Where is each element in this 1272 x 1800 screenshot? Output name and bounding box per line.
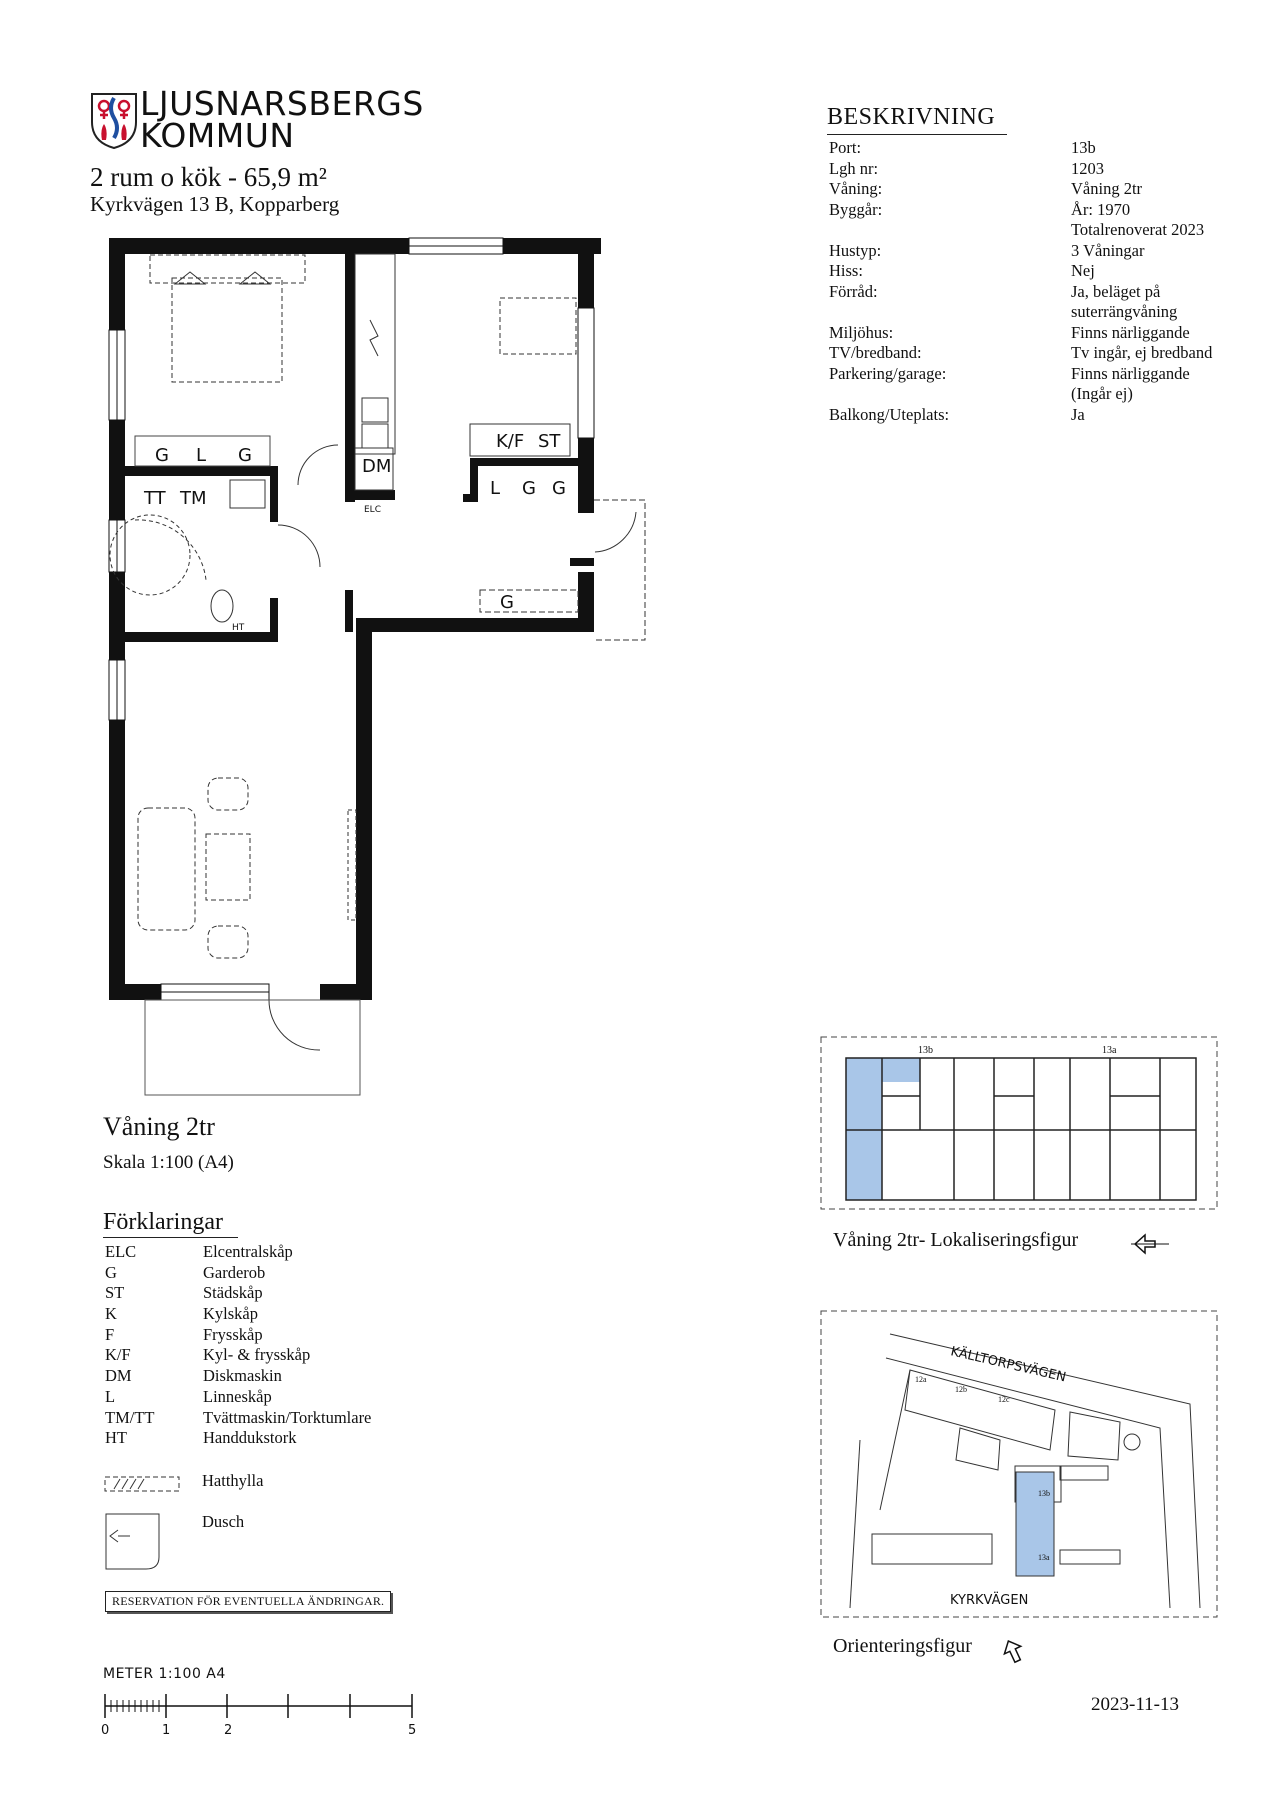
label-ht: HT <box>232 623 245 633</box>
apartment-address: Kyrkvägen 13 B, Kopparberg <box>90 192 340 216</box>
description-label: Våning: <box>829 179 883 198</box>
orientation-street-bottom: KYRKVÄGEN <box>950 1593 1029 1608</box>
scale-tick-1: 1 <box>162 1723 171 1738</box>
label-hall-g2: G <box>552 478 566 499</box>
description-label: Byggår: <box>829 199 883 219</box>
legend-description: Handdukstork <box>203 1428 297 1448</box>
document-date: 2023-11-13 <box>1091 1694 1179 1715</box>
description-value: Nej <box>1071 261 1095 280</box>
scale-label: Skala 1:100 (A4) <box>103 1152 234 1173</box>
description-value: Våning 2tr <box>1071 179 1143 198</box>
scale-bar <box>100 1688 420 1738</box>
orientation-label-13b: 13b <box>1038 1489 1050 1498</box>
plan-fixtures <box>110 254 645 1095</box>
description-label: Hiss: <box>829 261 863 280</box>
scale-tick-5: 5 <box>408 1723 417 1738</box>
description-label: Port: <box>829 138 862 157</box>
description-label: Hustyp: <box>829 240 882 260</box>
orientation-label-12b: 12b <box>955 1385 967 1394</box>
legend-heading-rule <box>103 1237 238 1238</box>
location-figure <box>820 1036 1220 1212</box>
description-label: Balkong/Uteplats: <box>829 404 950 424</box>
legend-description: Linneskåp <box>203 1386 272 1406</box>
legend-description: Kyl- & frysskåp <box>203 1345 311 1365</box>
dusch-icon <box>104 1512 162 1572</box>
description-label: Förråd: <box>829 281 878 301</box>
hatthylla-icon <box>104 1474 180 1494</box>
legend-code: ST <box>105 1283 125 1303</box>
legend-code: F <box>105 1324 115 1344</box>
description-heading-rule <box>827 134 1007 135</box>
floor-plan <box>0 0 700 1110</box>
location-direction-arrow-icon <box>1131 1232 1171 1256</box>
legend-code: K <box>105 1304 117 1324</box>
scale-tick-0: 0 <box>101 1723 110 1738</box>
legend-code: HT <box>105 1428 127 1448</box>
legend-heading: Förklaringar <box>103 1209 223 1235</box>
description-value: (Ingår ej) <box>1071 384 1133 403</box>
orientation-north-arrow-icon <box>1000 1636 1026 1668</box>
municipality-name-line2: KOMMUN <box>140 116 295 155</box>
description-heading: BESKRIVNING <box>827 104 996 130</box>
apartment-title: 2 rum o kök - 65,9 m² <box>90 162 327 192</box>
orientation-street-top: KÄLLTORPSVÄGEN <box>949 1344 1068 1386</box>
description-value: Ja, beläget på <box>1071 281 1161 301</box>
municipality-name-line1: LJUSNARSBERGS <box>140 84 424 123</box>
description-value: suterrängvåning <box>1071 302 1178 321</box>
legend-code: DM <box>105 1366 132 1386</box>
reservation-note: RESERVATION FÖR EVENTUELLA ÄNDRINGAR. <box>105 1591 391 1612</box>
label-bedroom-g1: G <box>155 445 169 466</box>
label-dm: DM <box>362 456 392 477</box>
description-value: År: 1970 <box>1071 199 1131 219</box>
orientation-label-12c: 12c <box>998 1395 1010 1404</box>
orientation-figure <box>820 1310 1220 1618</box>
label-kf: K/F <box>496 431 525 452</box>
legend-description: Diskmaskin <box>203 1366 282 1386</box>
label-tm: TM <box>180 488 207 509</box>
legend-code: G <box>105 1262 117 1282</box>
label-bedroom-l: L <box>196 445 207 466</box>
legend-description: Kylskåp <box>203 1304 258 1324</box>
label-st: ST <box>538 431 561 452</box>
description-value: Ja <box>1071 404 1085 424</box>
label-bedroom-g2: G <box>238 445 252 466</box>
description-value: Finns närliggande <box>1071 322 1190 342</box>
orientation-label-12a: 12a <box>915 1375 927 1384</box>
scale-tick-2: 2 <box>224 1723 233 1738</box>
legend-code: TM/TT <box>105 1407 155 1427</box>
label-hall-g1: G <box>522 478 536 499</box>
location-label-13a: 13a <box>1102 1045 1117 1056</box>
label-tt: TT <box>144 488 166 509</box>
legend-description: Frysskåp <box>203 1324 263 1344</box>
legend-code: ELC <box>105 1242 137 1261</box>
description-label: TV/bredband: <box>829 343 922 362</box>
label-hall-g3: G <box>500 592 514 613</box>
legend-code: K/F <box>105 1345 131 1365</box>
description-value: 1203 <box>1071 158 1104 178</box>
description-value: Tv ingår, ej bredband <box>1071 343 1213 362</box>
description-value: 13b <box>1071 138 1096 157</box>
description-value: Finns närliggande <box>1071 363 1190 383</box>
description-label: Miljöhus: <box>829 322 894 342</box>
legend-code: L <box>105 1386 116 1406</box>
orientation-figure-caption: Orienteringsfigur <box>833 1635 972 1657</box>
label-hall-l: L <box>490 478 501 499</box>
location-figure-caption: Våning 2tr- Lokaliseringsfigur <box>833 1229 1079 1251</box>
orientation-label-13a: 13a <box>1038 1553 1050 1562</box>
hatthylla-label: Hatthylla <box>202 1471 264 1490</box>
legend-description: Garderob <box>203 1262 266 1282</box>
legend-description: Tvättmaskin/Torktumlare <box>203 1407 372 1427</box>
description-label: Lgh nr: <box>829 158 879 178</box>
scale-bar-label: METER 1:100 A4 <box>103 1666 226 1682</box>
dusch-label: Dusch <box>202 1512 245 1531</box>
floor-label: Våning 2tr <box>103 1112 215 1141</box>
legend-description: Städskåp <box>203 1283 263 1303</box>
description-label: Parkering/garage: <box>829 363 947 383</box>
description-value: Totalrenoverat 2023 <box>1071 220 1205 239</box>
location-label-13b: 13b <box>918 1045 933 1056</box>
label-elc: ELC <box>364 505 381 515</box>
description-value: 3 Våningar <box>1071 240 1145 260</box>
legend-description: Elcentralskåp <box>203 1242 293 1261</box>
